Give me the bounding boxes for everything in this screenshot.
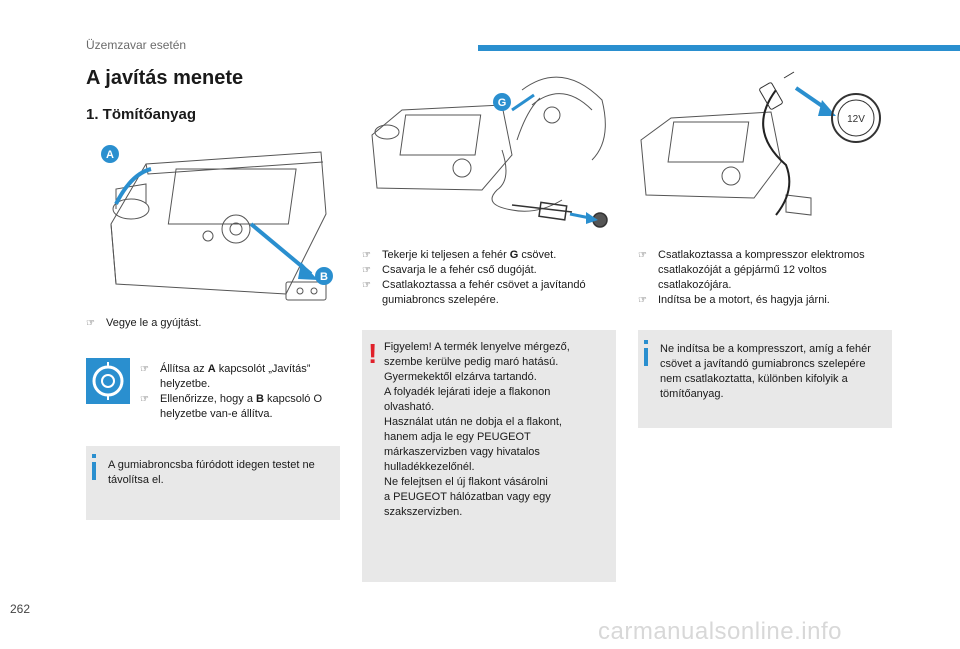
pointing-hand-icon: ☞ [638,250,647,261]
warning-line: szakszervizben. [384,506,463,518]
section-subtitle: 1. Tömítőanyag [86,106,197,123]
warning-line: szembe kerülve pedig maró hatású. [384,356,559,368]
watermark: carmanualsonline.info [598,618,842,645]
step-text: Indítsa be a motort, és hagyja járni. [658,294,830,306]
repair-kit-glyph [86,358,130,404]
step-start-engine [638,293,890,308]
step-text-pre: Tekerje ki teljesen a fehér [382,249,510,261]
warning-line: márkaszervizben vagy hivatalos [384,446,540,458]
step-connect-hose [362,278,616,308]
pointing-hand-icon: ☞ [86,318,95,329]
warning-line: Ne felejtsen el új flakont vásárolni [384,476,548,488]
pointing-hand-icon: ☞ [362,265,371,276]
step-text-pre: Ellenőrizze, hogy a [160,393,256,405]
callout-g-label: G [497,97,507,109]
warning-line: hulladékkezelőnél. [384,461,475,473]
step-text-post: kapcsoló O helyzetbe van-e állítva. [160,393,323,420]
header-accent-bar [478,45,960,51]
warning-line: olvasható. [384,401,435,413]
pointing-hand-icon: ☞ [638,295,647,306]
warning-line: A folyadék lejárati ideje a flakonon [384,386,551,398]
pointing-hand-icon: ☞ [140,394,149,405]
repair-kit-illustration [86,134,336,314]
callout-b-label: B [320,271,328,283]
step-text: Csavarja le a fehér cső dugóját. [382,264,537,276]
warning-line: Gyermekektől elzárva tartandó. [384,371,537,383]
step-connect-power [638,248,890,293]
pointing-hand-icon: ☞ [140,364,149,375]
info-icon [644,348,648,366]
pointing-hand-icon: ☞ [362,280,371,291]
warning-line: hanem adja le egy PEUGEOT [384,431,531,443]
step-text [160,392,336,422]
step-text [160,362,336,392]
switch-steps [140,362,336,422]
page-title: A javítás menete [86,67,244,89]
info-icon [92,462,96,480]
power-socket-illustration [636,70,890,236]
socket-12v-label: 12V [847,114,865,125]
step-unscrew-cap [362,263,616,278]
step-text-post: kapcsolót „Javítás” helyzetbe. [160,363,311,390]
info-text: A gumiabroncsba fúródott idegen testet ne távolítsa el. [108,459,315,486]
hose-tyre-illustration [362,70,616,236]
step-text-post: csövet. [518,249,557,261]
info-box-compressor [638,330,892,428]
step-text-pre: Állítsa az [160,363,208,375]
pointing-hand-icon: ☞ [362,250,371,261]
step-check-switch-b [140,392,336,422]
step-text: Csatlakoztassa a kompresszor elektromos csatlakozóját a gépjármű 12 voltos csatlakozójára. [658,249,865,291]
step-set-switch-a [140,362,336,392]
warning-text [384,340,612,520]
warning-exclamation-icon: ! [368,338,378,369]
power-steps [638,248,890,308]
step-text: Vegye le a gyújtást. [106,317,202,329]
info-box-foreign-object [86,446,340,520]
step-text [382,248,556,263]
repair-kit-icon [86,358,130,404]
page-number: 262 [10,602,31,616]
step-text-bold: G [509,249,519,261]
section-header: Üzemzavar esetén [86,38,187,52]
warning-line: Használat után ne dobja el a flakont, [384,416,562,428]
callout-a-label: A [106,149,114,161]
hose-steps [362,248,616,308]
warning-box [362,330,616,582]
step-text: Csatlakoztassa a fehér csövet a javítandó gumiabroncs szelepére. [382,279,586,306]
info-text: Ne indítsa be a kompresszort, amíg a fehér csövet a javítandó gumiabroncs szelepére nem csatlakoztatta, különben kifolyik a tömítőanyag. [660,343,871,400]
warning-line: a PEUGEOT hálózatban vagy egy [384,491,551,503]
warning-line: Figyelem! A termék lenyelve mérgező, [384,341,570,353]
step-text-bold: B [256,393,264,405]
step-remove-ignition [86,316,336,331]
step-text-bold: A [207,363,216,375]
step-unwind-hose [362,248,616,263]
